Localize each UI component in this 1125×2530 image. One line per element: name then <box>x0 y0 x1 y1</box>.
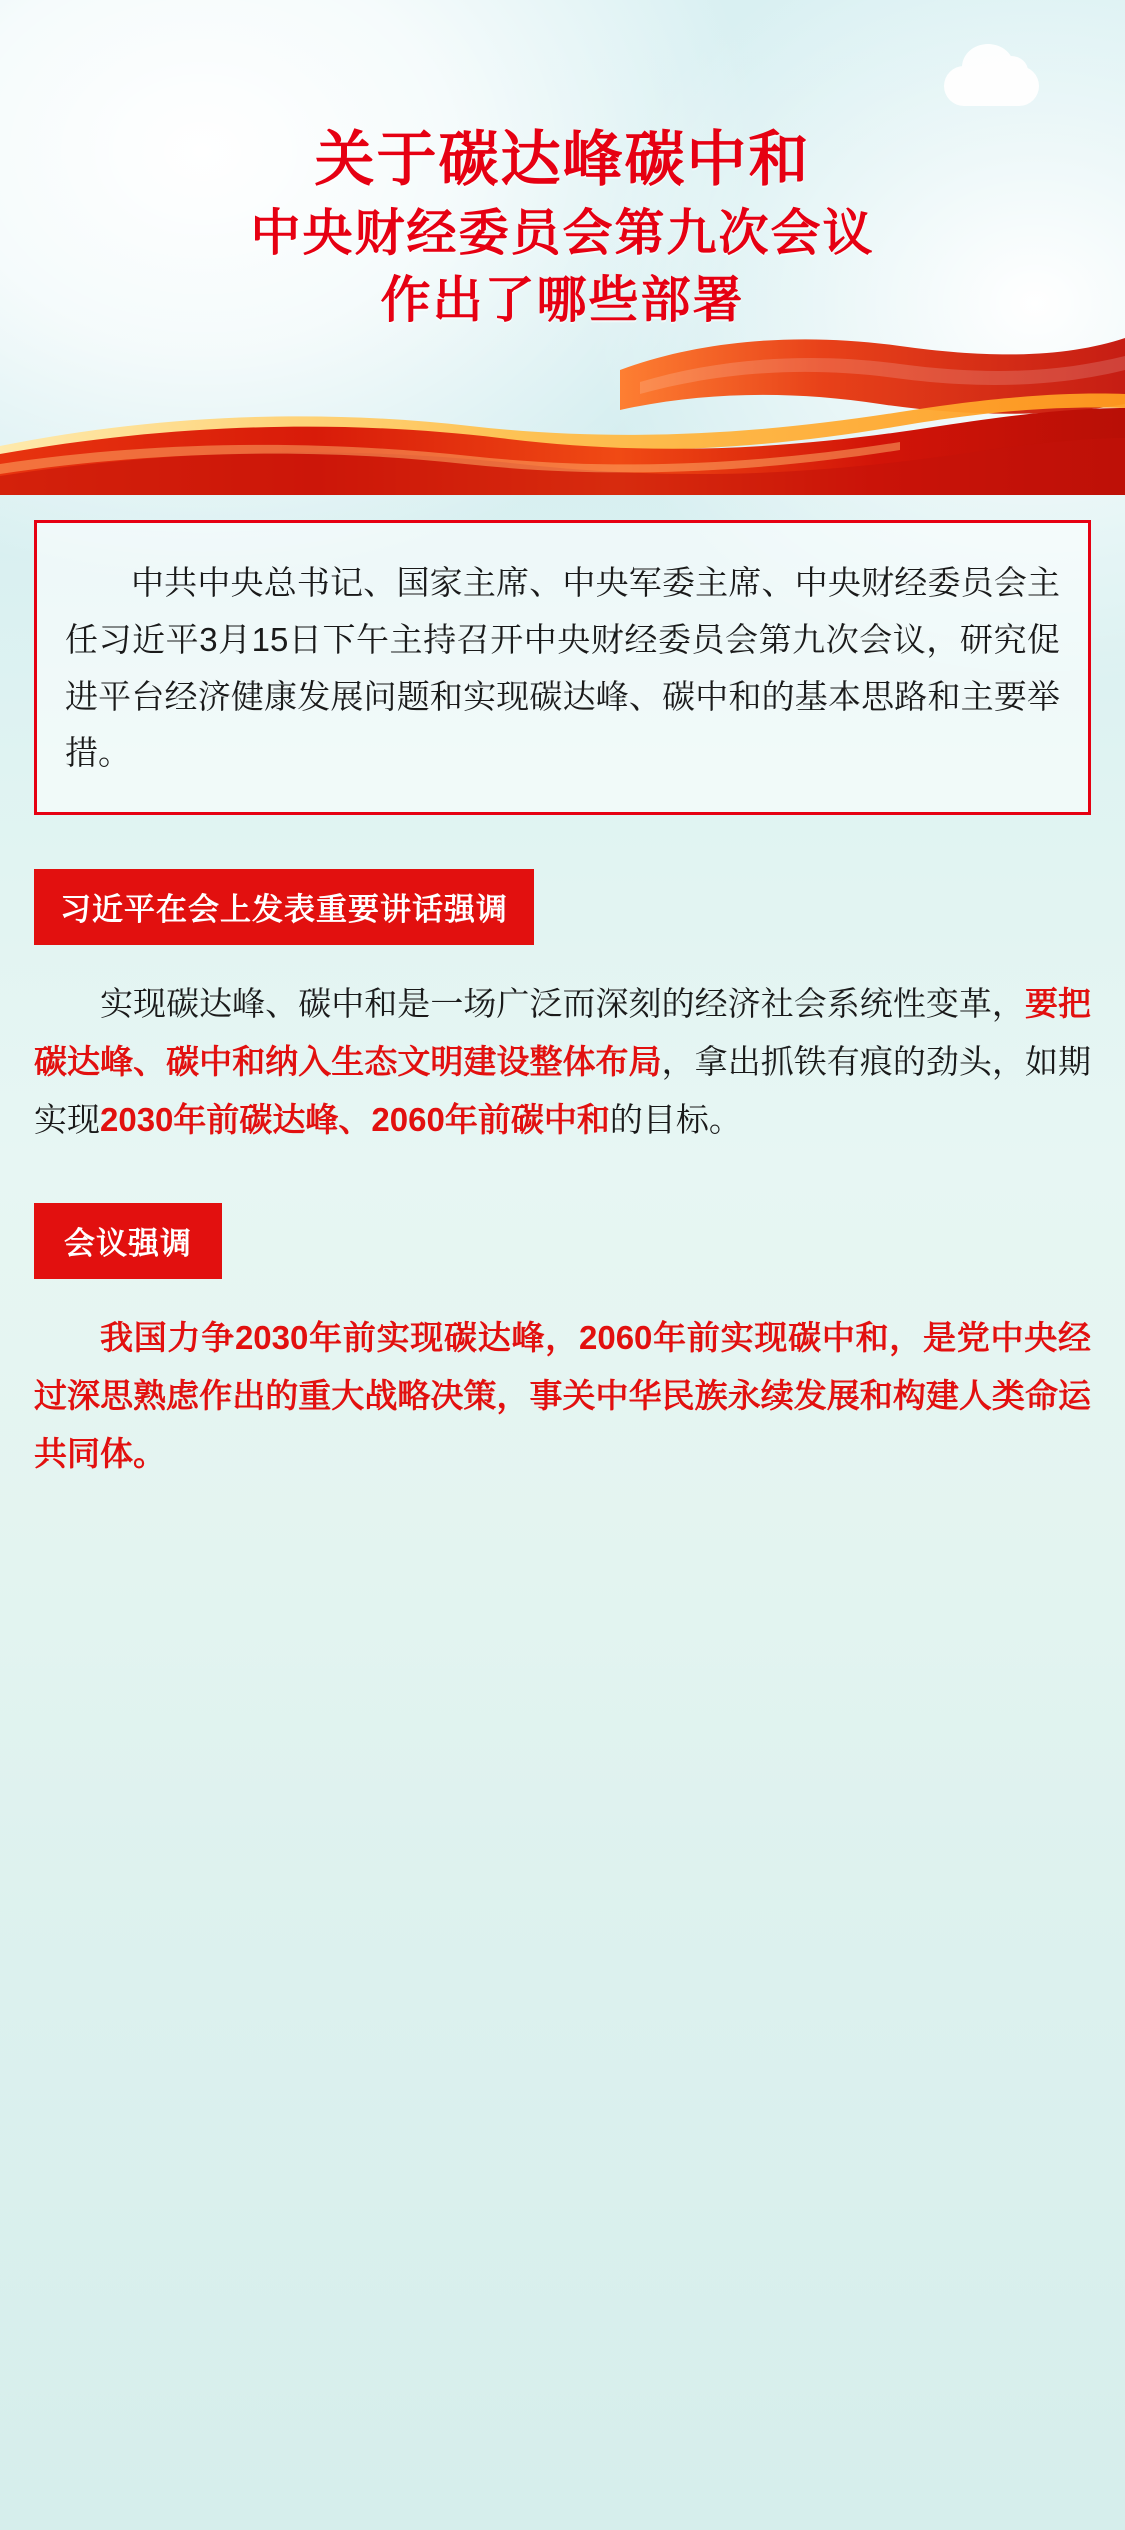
page-title <box>0 120 1125 334</box>
title-line-1: 关于碳达峰碳中和 <box>314 126 811 193</box>
section-tag-2: 会议强调 <box>34 1203 222 1279</box>
red-ribbon-decoration <box>0 330 1125 495</box>
cloud-icon <box>944 66 1039 106</box>
paragraph-part-highlight: 2030年前碳达峰、2060年前碳中和 <box>100 1101 610 1139</box>
poster-hero <box>0 0 1125 490</box>
paragraph-part: ，拿出抓铁有痕的劲头，如期实现 <box>34 1043 1092 1139</box>
section-paragraph-2: 我国力争2030年前实现碳达峰，2060年前实现碳中和，是党中央经过深思熟虑作出的重大战略决策，事关中华民族永续发展和构建人类命运共同体。 <box>34 1319 1091 1473</box>
poster-content <box>0 490 1125 1543</box>
section-paragraph-1 <box>34 975 1091 1149</box>
lead-box <box>34 520 1091 815</box>
title-line-2: 中央财经委员会第九次会议 <box>250 205 875 262</box>
paragraph-part: 的目标。 <box>609 1101 742 1139</box>
lead-paragraph: 中共中央总书记、国家主席、中央军委主席、中央财经委员会主任习近平3月15日下午主持召开中央财经委员会第九次会议，研究促进平台经济健康发展问题和实现碳达峰、碳中和的基本思路和主要举措。 <box>65 564 1060 772</box>
paragraph-part-highlight: 要把碳达峰、碳中和纳入生态文明建设整体布局 <box>34 985 1092 1081</box>
section-tag-1: 习近平在会上发表重要讲话强调 <box>34 869 534 945</box>
title-line-3: 作出了哪些部署 <box>380 272 745 329</box>
paragraph-part: 实现碳达峰、碳中和是一场广泛而深刻的经济社会系统性变革， <box>100 985 1025 1022</box>
